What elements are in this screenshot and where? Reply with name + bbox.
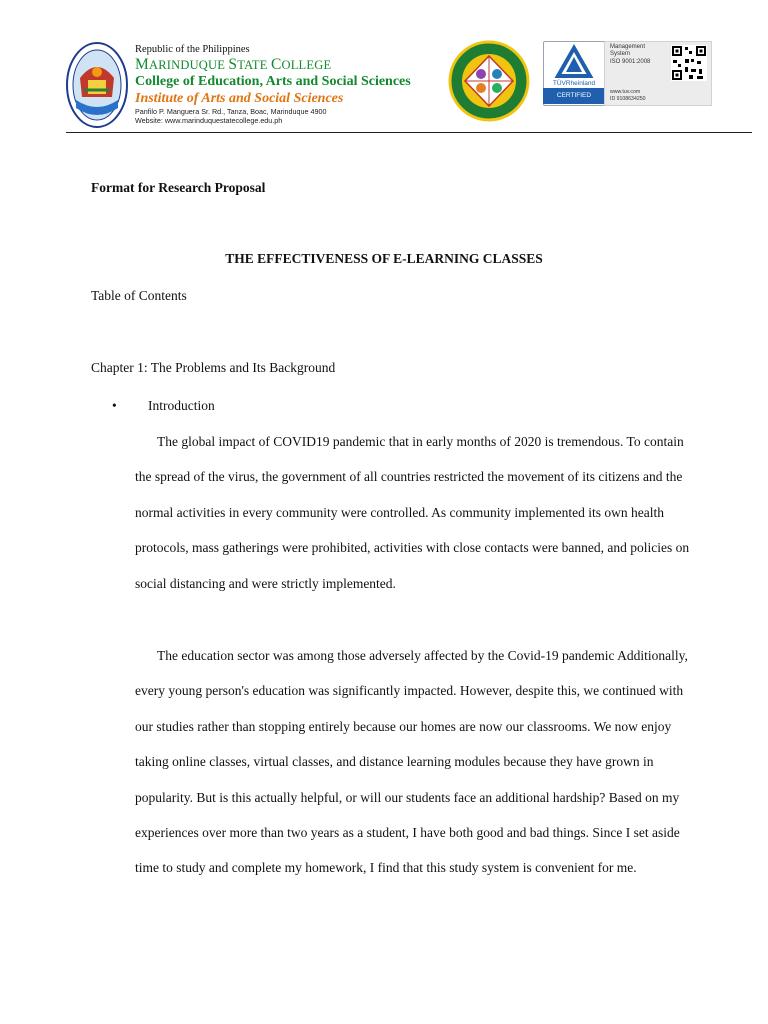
paragraph: The global impact of COVID19 pandemic that in early months of 2020 is tremendous. To contain the spread of the virus, the government of all countries restricted the movement of its citizens and the normal activities in every community were controlled. As community implemented its own health protocols, mass gatherings were prohibited, activities with close contacts were banned, and policies on social distancing and were strictly implemented. bbox=[135, 434, 690, 591]
iass-line: Institute of Arts and Social Sciences bbox=[135, 91, 344, 106]
letterhead bbox=[0, 0, 768, 135]
college-header-text bbox=[135, 44, 455, 125]
ceass-line: College of Education, Arts and Social Sciences bbox=[135, 74, 411, 89]
tuv-name: TÜVRheinland bbox=[552, 80, 596, 87]
qr-code-icon bbox=[671, 45, 707, 81]
mgmt-text: Management System ISO 9001:2008 bbox=[610, 44, 651, 65]
paragraph: The education sector was among those adversely affected by the Covid-19 pandemic Additionally, every young person's education was significantly impacted. However, despite this, we continued with our studies rather than stopping entirely because our homes are now our classrooms. We now enjoy taking online classes, virtual classes, and distance learning modules because they have grown in popularity. But is this actually helpful, or will our students face an additional hardship? Based on my experiences over more than two years as a student, I have both good and bad things. Since I set aside time to study and complete my homework, I find that this study system is convenient for me. bbox=[135, 648, 688, 876]
management-system-box bbox=[604, 41, 712, 106]
certified-label: CERTIFIED bbox=[543, 88, 605, 104]
bullet-item-introduction bbox=[112, 398, 215, 414]
website-line: Website: www.marinduquestatecollege.edu.ph bbox=[135, 116, 283, 125]
college-seal-logo bbox=[66, 42, 128, 128]
chapter-heading: Chapter 1: The Problems and Its Background bbox=[91, 360, 336, 375]
document-title: THE EFFECTIVENESS OF E-LEARNING CLASSES bbox=[225, 251, 543, 266]
republic-line: Republic of the Philippines bbox=[135, 44, 250, 55]
institute-seal-logo bbox=[447, 40, 531, 122]
bullet-icon: • bbox=[112, 398, 117, 413]
format-label: Format for Research Proposal bbox=[91, 180, 266, 195]
mgmt-web: www.tuv.com ID 9108634250 bbox=[610, 89, 646, 102]
address-line: Panfilo P. Manguera Sr. Rd., Tanza, Boac, Marinduque 4900 bbox=[135, 107, 327, 116]
table-of-contents-heading: Table of Contents bbox=[91, 288, 187, 303]
college-name: MARINDUQUE STATE COLLEGE bbox=[135, 56, 332, 73]
header-divider bbox=[66, 132, 752, 133]
bullet-label: Introduction bbox=[148, 398, 215, 413]
tuv-triangle-icon bbox=[544, 42, 604, 88]
